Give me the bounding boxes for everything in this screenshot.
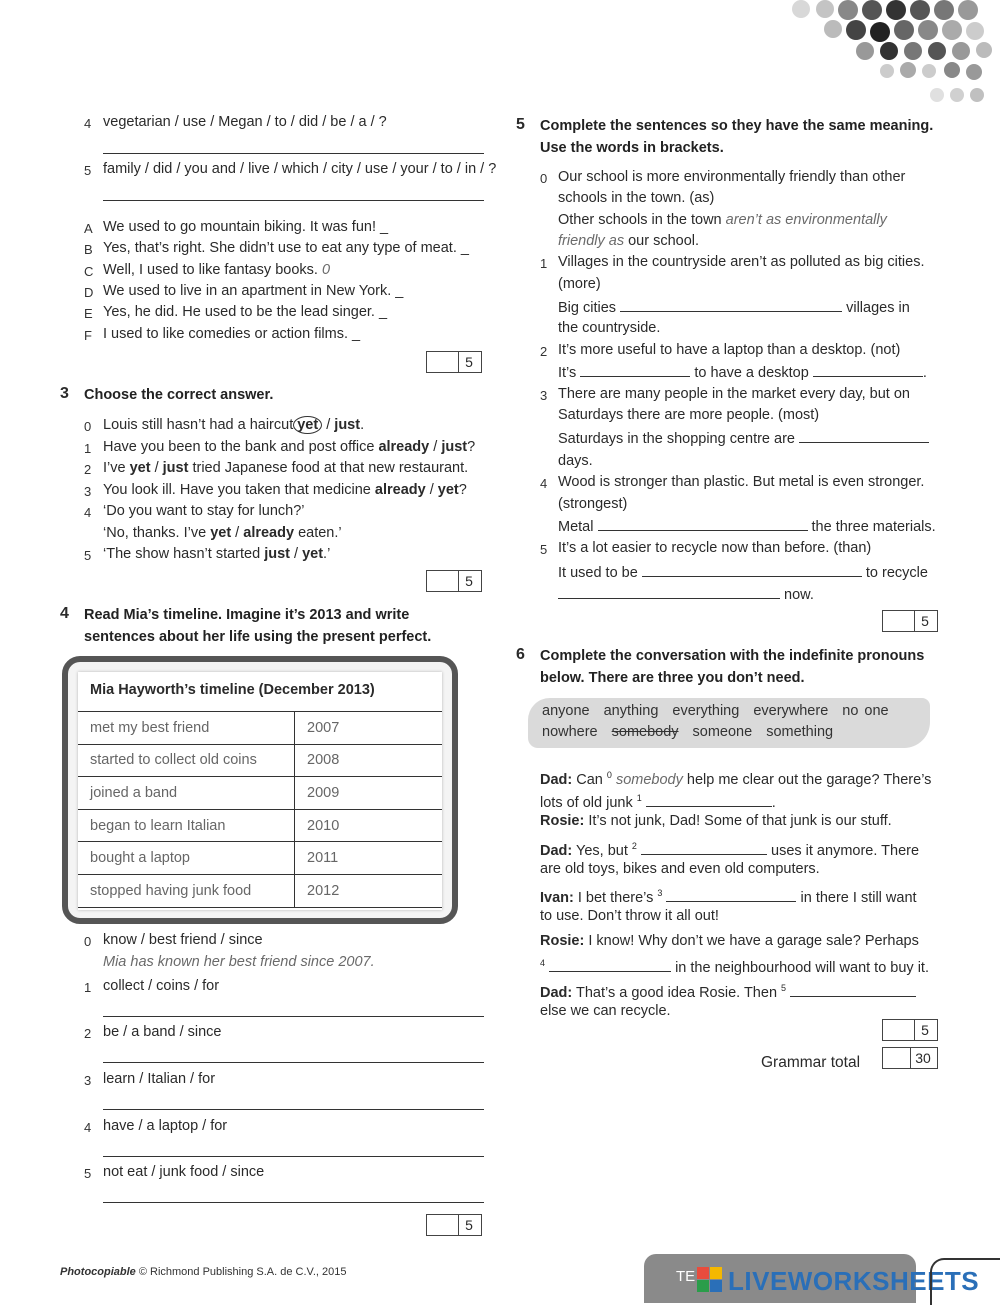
answer-blank[interactable]	[799, 428, 929, 443]
sentence: Villages in the countryside aren’t as polluted as big cities.	[558, 254, 925, 270]
section-heading: below. There are three you don’t need.	[540, 670, 805, 686]
sentence: Big cities villages in	[558, 297, 910, 319]
item-number: 4	[84, 116, 92, 131]
choice-option[interactable]: just	[162, 460, 189, 476]
sentence: It used to be to recycle	[558, 562, 928, 584]
word-option[interactable]: nowhere	[542, 724, 598, 740]
liveworksheets-watermark[interactable]: LIVEWORKSHEETS	[728, 1266, 980, 1296]
answer-line[interactable]	[103, 1202, 484, 1203]
sentence: There are many people in the market every day, but on	[558, 386, 910, 402]
sentence: Wood is stronger than plastic. But metal is even stronger.	[558, 474, 925, 490]
answer-line[interactable]	[103, 1062, 484, 1063]
answer-line[interactable]	[103, 200, 484, 201]
choice-item: I’ve yet / just tried Japanese food at that new restaurant.	[103, 460, 469, 476]
item-number: 5	[84, 548, 92, 563]
grammar-total-box[interactable]: 30	[882, 1047, 938, 1069]
answer-blank[interactable]	[580, 362, 690, 377]
choice-option[interactable]: just	[441, 439, 468, 455]
section-number: 5	[516, 116, 525, 133]
item-number: 2	[540, 344, 548, 359]
section-heading: Read Mia’s timeline. Imagine it’s 2013 and write	[84, 607, 410, 623]
item-prompt: family / did / you and / live / which / city / use / your / to / in / ?	[103, 161, 497, 177]
answer-letter: B	[84, 242, 93, 257]
item-number: 3	[84, 1073, 92, 1088]
item-number: 5	[540, 542, 548, 557]
item-number: 3	[84, 484, 92, 499]
sentence: friendly as our school.	[558, 233, 700, 249]
item-prompt: be / a band / since	[103, 1024, 222, 1040]
answer-blank[interactable]	[813, 362, 923, 377]
item-number: 1	[84, 441, 92, 456]
section-heading: sentences about her life using the present perfect.	[84, 629, 432, 645]
answer-text: Yes, that’s right. She didn’t use to eat any type of meat. _	[103, 240, 469, 256]
answer-letter: F	[84, 328, 92, 343]
item-number: 4	[84, 505, 92, 520]
sentence: (strongest)	[558, 496, 628, 512]
section-heading: Choose the correct answer.	[84, 387, 274, 403]
choice-item: Have you been to the bank and post office already / just?	[103, 439, 476, 455]
choice-option[interactable]: already	[243, 525, 295, 541]
example-answer: Mia has known her best friend since 2007.	[103, 954, 375, 970]
grammar-total-label: Grammar total	[761, 1054, 861, 1071]
sentence: (more)	[558, 276, 601, 292]
choice-option[interactable]: just	[334, 417, 361, 433]
word-bank	[528, 698, 930, 748]
item-number: 0	[84, 419, 92, 434]
choice-item: You look ill. Have you taken that medicine already / yet?	[103, 482, 467, 498]
liveworksheets-logo-icon	[697, 1267, 723, 1293]
choice-circled[interactable]: yet	[293, 416, 322, 434]
sentence: Saturdays in the shopping centre are	[558, 428, 929, 450]
dialogue-line: to use. Don’t throw it all out!	[540, 908, 719, 924]
table-row: met my best friend 2007	[78, 712, 442, 745]
sentence: schools in the town. (as)	[558, 190, 715, 206]
answer-text: I used to like comedies or action films. _	[103, 326, 361, 342]
section-number: 3	[60, 385, 69, 402]
answer-letter: C	[84, 264, 94, 279]
answer-letter: D	[84, 285, 94, 300]
choice-item: ‘The show hasn’t started just / yet.’	[103, 546, 331, 562]
choice-item: ‘No, thanks. I’ve yet / already eaten.’	[103, 525, 342, 541]
item-prompt: know / best friend / since	[103, 932, 263, 948]
item-prompt: learn / Italian / for	[103, 1071, 216, 1087]
sentence: It’s a lot easier to recycle now than before. (than)	[558, 540, 872, 556]
choice-option[interactable]: yet	[129, 460, 151, 476]
answer-blank[interactable]	[642, 562, 862, 577]
answer-blank[interactable]	[598, 516, 808, 531]
choice-option[interactable]: yet	[437, 482, 459, 498]
word-option[interactable]: something	[766, 724, 834, 740]
page-number-corner	[930, 1258, 1000, 1305]
answer-line[interactable]	[103, 1109, 484, 1110]
sentence: It’s to have a desktop .	[558, 362, 927, 384]
score-box[interactable]: 5	[882, 1019, 938, 1041]
choice-item: ‘Do you want to stay for lunch?’	[103, 503, 305, 519]
choice-option[interactable]: just	[264, 546, 290, 562]
word-option[interactable]: someone	[692, 724, 753, 740]
word-option[interactable]: anything	[603, 703, 659, 719]
timeline-table	[78, 711, 442, 908]
sentence: Our school is more environmentally friendly than other	[558, 169, 906, 185]
word-option-used: somebody	[611, 724, 679, 740]
footer-tab-text: TE	[676, 1268, 696, 1285]
answer-letter: A	[84, 221, 93, 236]
item-number: 0	[84, 934, 92, 949]
item-number: 5	[84, 1166, 92, 1181]
answer-blank[interactable]	[620, 297, 842, 312]
table-row: stopped having junk food 2012	[78, 874, 442, 907]
item-prompt: vegetarian / use / Megan / to / did / be / a / ?	[103, 114, 387, 130]
timeline-title: Mia Hayworth’s timeline (December 2013)	[90, 682, 375, 698]
answer-line[interactable]	[103, 1016, 484, 1017]
score-box[interactable]: 5	[426, 1214, 482, 1236]
answer-text: We used to go mountain biking. It was fun! _	[103, 219, 389, 235]
section-number: 4	[60, 605, 69, 622]
dialogue-line: lots of old junk $^1$ .	[540, 793, 776, 811]
choice-option[interactable]: already	[374, 482, 426, 498]
score-box[interactable]: 5	[426, 570, 482, 592]
choice-option[interactable]: already	[378, 439, 430, 455]
dialogue-line: Dad: That’s a good idea Rosie. Then $^5$	[540, 978, 916, 1004]
item-number: 2	[84, 462, 92, 477]
answer-blank[interactable]	[641, 840, 767, 855]
section-number: 6	[516, 646, 525, 663]
dialogue-line: Rosie: It’s not junk, Dad! Some of that junk is our stuff.	[540, 813, 892, 829]
timeline-card	[78, 672, 442, 910]
dialogue-line: are old toys, bikes and even old computers.	[540, 861, 820, 877]
word-option[interactable]: no one	[842, 703, 889, 719]
section-heading: Complete the sentences so they have the same meaning.	[540, 118, 934, 134]
sentence: now.	[558, 584, 814, 606]
choice-option[interactable]: yet	[210, 525, 232, 541]
answer-blank[interactable]	[646, 792, 772, 807]
item-number: 4	[540, 476, 548, 491]
answer-text: Well, I used to like fantasy books. 0	[103, 262, 331, 278]
choice-option[interactable]: yet	[302, 546, 324, 562]
item-number: 1	[540, 256, 548, 271]
dialogue-line: Dad: Can $^0$ somebody help me clear out the garage? There’s	[540, 770, 932, 788]
table-row: joined a band 2009	[78, 777, 442, 810]
dialogue-line: $^4$ in the neighbourhood will want to buy it.	[540, 958, 929, 976]
sentence: It’s more useful to have a laptop than a desktop. (not)	[558, 342, 901, 358]
answer-text: We used to live in an apartment in New York. _	[103, 283, 404, 299]
item-number: 4	[84, 1120, 92, 1135]
answer-blank[interactable]	[666, 887, 796, 902]
table-row: bought a laptop 2011	[78, 842, 442, 875]
dialogue-line: Dad: Yes, but $^2$ uses it anymore. There	[540, 841, 920, 859]
section-heading: Complete the conversation with the indefinite pronouns	[540, 648, 925, 664]
word-option[interactable]: everything	[672, 703, 740, 719]
answer-letter: E	[84, 306, 93, 321]
sentence: Metal the three materials.	[558, 516, 936, 538]
sentence: Saturdays there are more people. (most)	[558, 407, 820, 423]
item-number: 5	[84, 163, 92, 178]
answer-text: Yes, he did. He used to be the lead singer. _	[103, 304, 388, 320]
section-heading: Use the words in brackets.	[540, 140, 724, 156]
item-prompt: have / a laptop / for	[103, 1118, 228, 1134]
answer-blank[interactable]	[790, 982, 916, 997]
answer-blank[interactable]	[549, 957, 671, 972]
item-prompt: collect / coins / for	[103, 978, 220, 994]
item-number: 0	[540, 171, 548, 186]
item-number: 3	[540, 388, 548, 403]
dialogue-line: else we can recycle.	[540, 1003, 671, 1019]
sentence: days.	[558, 453, 593, 469]
dialogue-line: Rosie: I know! Why don’t we have a garage sale? Perhaps	[540, 933, 919, 949]
score-box[interactable]: 5	[882, 610, 938, 632]
dialogue-line: Ivan: I bet there’s $^3$ in there I still want	[540, 888, 917, 906]
answer-line[interactable]	[103, 153, 484, 154]
decorative-dots	[780, 0, 1000, 110]
table-row: began to learn Italian 2010	[78, 809, 442, 842]
item-prompt: not eat / junk food / since	[103, 1164, 265, 1180]
answer-blank[interactable]	[558, 584, 780, 599]
answer-line[interactable]	[103, 1156, 484, 1157]
sentence: Other schools in the town aren’t as environmentally	[558, 212, 887, 228]
choice-item: Louis still hasn’t had a haircut yet / just.	[103, 417, 365, 433]
score-box[interactable]: 5	[426, 351, 482, 373]
word-option[interactable]: everywhere	[753, 703, 829, 719]
word-option[interactable]: anyone	[542, 703, 590, 719]
footer-copyright: Photocopiable © Richmond Publishing S.A. de C.V., 2015	[60, 1266, 347, 1278]
item-number: 1	[84, 980, 92, 995]
table-row: started to collect old coins 2008	[78, 744, 442, 777]
sentence: the countryside.	[558, 320, 661, 336]
item-number: 2	[84, 1026, 92, 1041]
